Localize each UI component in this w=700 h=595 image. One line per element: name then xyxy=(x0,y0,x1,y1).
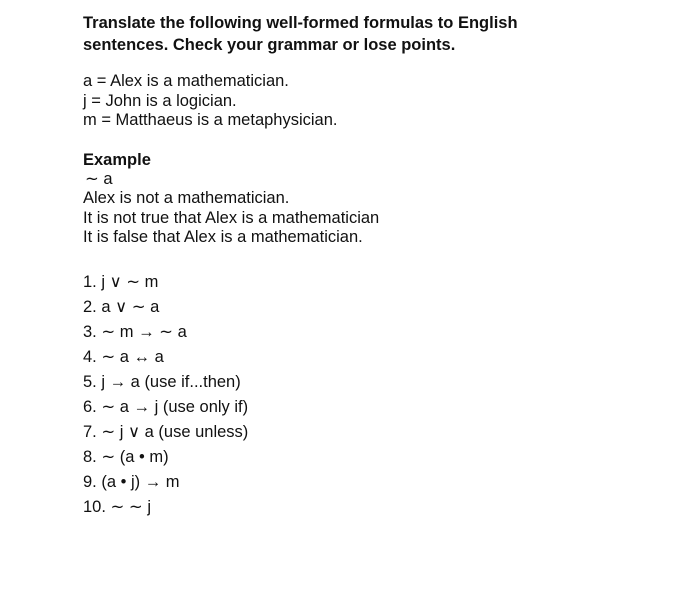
worksheet xyxy=(83,12,643,536)
definition-m: m = Matthaeus is a metaphysician. xyxy=(83,111,338,129)
problem-item: 10. ∼ ∼ j xyxy=(83,497,152,516)
problem-item: 8. ∼ (a • m) xyxy=(83,447,169,466)
instructions-line-1: Translate the following well-formed formulas to English xyxy=(83,14,518,32)
example-block xyxy=(83,170,643,248)
problem-item: 5. j → a (use if...then) xyxy=(83,372,241,391)
example-formula: ∼ a xyxy=(85,169,113,188)
problem-item: 1. j ∨ ∼ m xyxy=(83,272,159,291)
problem-item: 9. (a • j) → m xyxy=(83,472,180,491)
problem-item: 4. ∼ a ↔ a xyxy=(83,347,164,366)
definition-j: j = John is a logician. xyxy=(83,91,237,110)
example-translation-1: Alex is not a mathematician. xyxy=(83,189,290,207)
problem-item: 6. ∼ a → j (use only if) xyxy=(83,397,249,416)
problem-item: 7. ∼ j ∨ a (use unless) xyxy=(83,422,249,441)
instructions-line-2: sentences. Check your grammar or lose points. xyxy=(83,36,456,54)
example-translation-3: It is false that Alex is a mathematician. xyxy=(83,228,363,246)
definitions-block xyxy=(83,72,643,131)
problem-item: 3. ∼ m → ∼ a xyxy=(83,322,187,341)
definition-a: a = Alex is a mathematician. xyxy=(83,72,289,90)
example-translation-2: It is not true that Alex is a mathematician xyxy=(83,208,380,227)
instructions-heading xyxy=(83,12,643,56)
example-title: Example xyxy=(83,150,151,169)
problem-item: 2. a ∨ ∼ a xyxy=(83,297,160,316)
problem-list xyxy=(83,270,643,520)
